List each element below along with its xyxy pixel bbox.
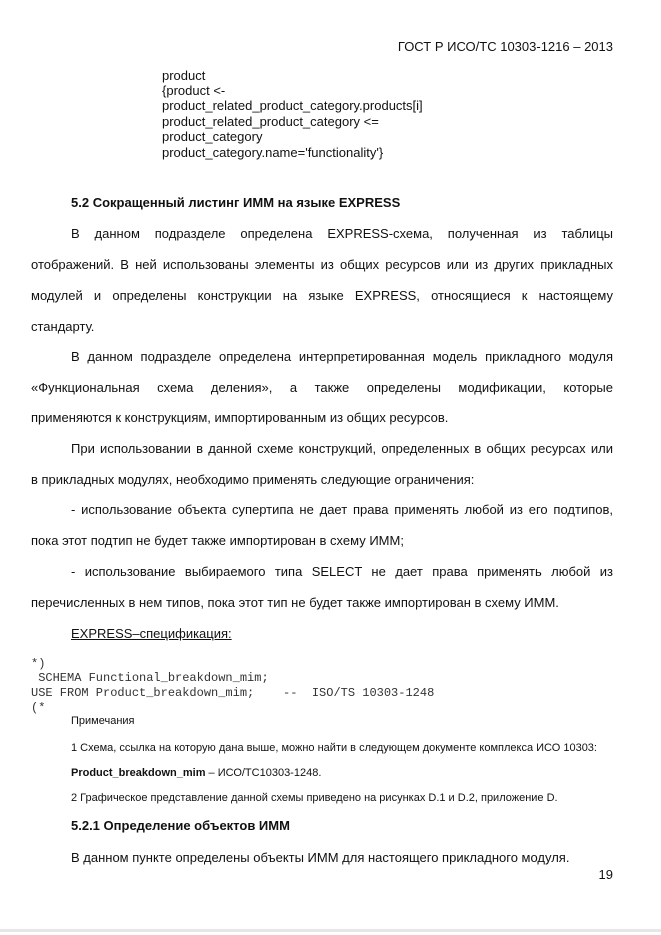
note-1: 1 Схема, ссылка на которую дана выше, можно найти в следующем документе комплекса ИСО 10303: [71, 742, 597, 754]
paragraph-line: применяются к конструкциям, импортированным из общих ресурсов. [31, 410, 449, 425]
paragraph-line: в прикладных модулях, необходимо применять следующие ограничения: [31, 472, 475, 487]
code-line: product_related_product_category <= [162, 114, 379, 129]
paragraph-line: модулей и определены конструкции на языке EXPRESS, относящиеся к настоящему [31, 288, 613, 303]
code-line: product_category.name='functionality'} [162, 145, 384, 160]
notes-title: Примечания [71, 715, 135, 727]
paragraph-line: стандарту. [31, 319, 95, 334]
document-header: ГОСТ Р ИСО/ТС 10303-1216 – 2013 [397, 39, 613, 54]
list-item: - использование объекта супертипа не дает права применять любой из его подтипов, [71, 502, 613, 517]
express-code-line: USE FROM Product_breakdown_mim; -- ISO/TS 10303-1248 [31, 686, 435, 700]
paragraph-line: отображений. В ней использованы элементы из общих ресурсов или из других прикладных [31, 257, 613, 272]
page-number: 19 [598, 867, 613, 882]
reference-schema-name: Product_breakdown_mim [71, 767, 206, 779]
subsection-title: Определение объектов ИММ [103, 818, 290, 833]
subsection-number: 5.2.1 [71, 818, 100, 833]
paragraph-line: «Функциональная схема деления», а также определены модификации, которые [31, 380, 613, 395]
paragraph-line: При использовании в данной схеме конструкций, определенных в общих ресурсах или [71, 441, 613, 456]
code-line: product_category [162, 129, 263, 144]
subsection-heading [71, 818, 290, 833]
section-title: Сокращенный листинг ИММ на языке EXPRESS [92, 195, 401, 210]
note-reference [71, 767, 321, 779]
code-line: product [162, 68, 206, 83]
express-code-line: *) [31, 657, 46, 671]
express-spec-label: EXPRESS–спецификация: [71, 626, 232, 641]
express-code-line: SCHEMA Functional_breakdown_mim; [31, 671, 269, 685]
list-item: - использование выбираемого типа SELECT не дает права применять любой из [71, 564, 613, 579]
section-heading [71, 195, 400, 210]
reference-document: – ИСО/ТС10303-1248. [205, 767, 322, 779]
express-code-line: (* [31, 701, 46, 715]
paragraph-line: В данном подразделе определена EXPRESS-схема, полученная из таблицы [71, 226, 613, 241]
section-number: 5.2 [71, 195, 90, 210]
code-line: {product <- [162, 83, 226, 98]
list-item-continuation: пока этот подтип не будет также импортирован в схему ИММ; [31, 533, 404, 548]
paragraph-line: В данном подразделе определена интерпретированная модель прикладного модуля [71, 349, 613, 364]
code-line: product_related_product_category.products[i] [162, 98, 423, 113]
list-item-continuation: перечисленных в нем типов, пока этот тип не будет также импортирован в схему ИММ. [31, 595, 559, 610]
page-bottom-edge [0, 929, 661, 932]
paragraph-line: В данном пункте определены объекты ИММ для настоящего прикладного модуля. [71, 850, 570, 865]
note-2: 2 Графическое представление данной схемы приведено на рисунках D.1 и D.2, приложение D. [71, 792, 558, 804]
